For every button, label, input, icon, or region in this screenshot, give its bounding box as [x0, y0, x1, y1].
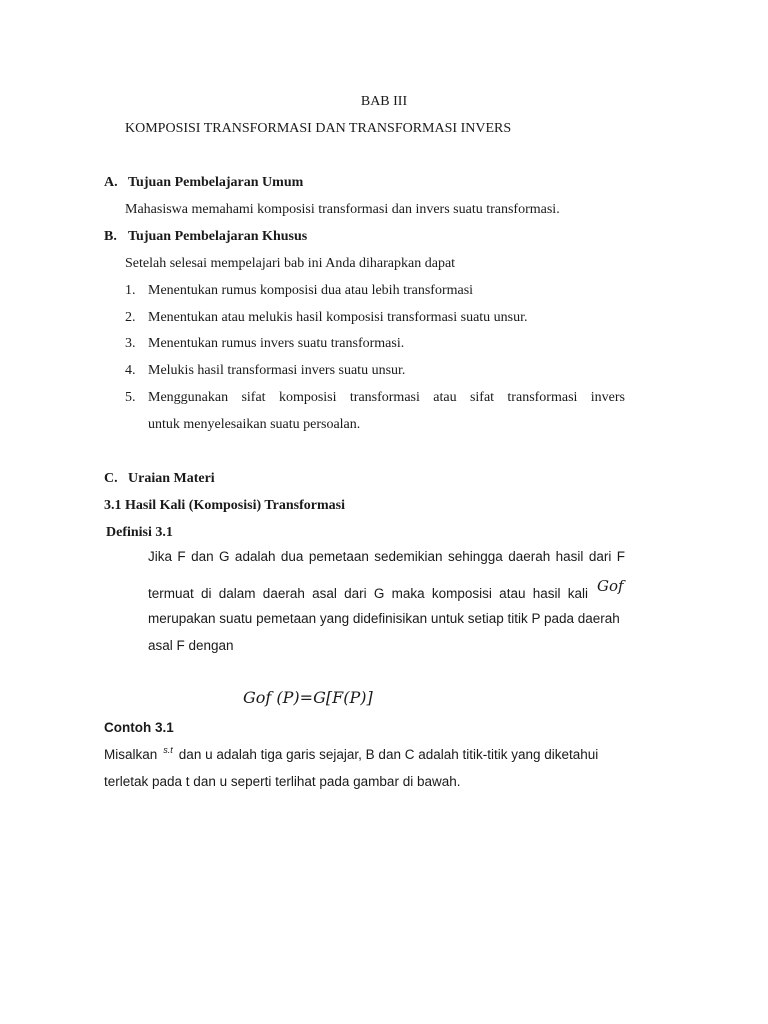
section-b-intro: Setelah selesai mempelajari bab ini Anda diharapkan dapat [125, 256, 456, 271]
list-item: Menggunakan sifat komposisi transformasi atau sifat transformasi invers [148, 390, 625, 405]
list-item: Menentukan rumus komposisi dua atau lebih transformasi [148, 283, 474, 298]
definition-line-2: termuat di dalam daerah asal dari G maka komposisi atau hasil kali [148, 586, 588, 601]
definition-title: Definisi 3.1 [106, 525, 173, 540]
definition-line-4: asal F dengan [148, 638, 234, 653]
list-item-continuation: untuk menyelesaikan suatu persoalan. [148, 417, 361, 432]
list-item: Melukis hasil transformasi invers suatu unsur. [148, 363, 406, 378]
list-item: Menentukan rumus invers suatu transformasi. [148, 336, 405, 351]
section-b-marker: B. [104, 229, 117, 244]
list-item-number: 5. [125, 390, 136, 405]
list-item-number: 4. [125, 363, 136, 378]
definition-line-1: Jika F dan G adalah dua pemetaan sedemikian sehingga daerah hasil dari F [148, 549, 625, 564]
section-a-heading: Tujuan Pembelajaran Umum [128, 175, 304, 190]
chapter-title: KOMPOSISI TRANSFORMASI DAN TRANSFORMASI INVERS [125, 121, 512, 136]
section-c-heading: Uraian Materi [128, 471, 215, 486]
definition-line-3: merupakan suatu pemetaan yang didefinisikan untuk setiap titik P pada daerah [148, 611, 620, 626]
list-item: Menentukan atau melukis hasil komposisi transformasi suatu unsur. [148, 310, 528, 325]
example-line-1 [104, 746, 598, 765]
section-b-heading: Tujuan Pembelajaran Khusus [128, 229, 308, 244]
math-gof: Gof [597, 577, 624, 595]
section-c-marker: C. [104, 471, 118, 486]
example-line-2: terletak pada t dan u seperti terlihat pada gambar di bawah. [104, 774, 461, 789]
chapter-label: BAB III [360, 94, 408, 109]
composition-formula: Gof (P)=G[F(P)] [243, 688, 373, 707]
example-line-1-post: dan u adalah tiga garis sejajar, B dan C adalah titik-titik yang diketahui [178, 747, 599, 762]
list-item-number: 2. [125, 310, 136, 325]
example-title: Contoh 3.1 [104, 720, 174, 735]
list-item-number: 3. [125, 336, 136, 351]
list-item-number: 1. [125, 283, 136, 298]
section-a-marker: A. [104, 175, 118, 190]
subsection-heading: 3.1 Hasil Kali (Komposisi) Transformasi [104, 498, 345, 513]
math-superscript: s.t [163, 745, 173, 755]
example-line-1-pre: Misalkan [104, 747, 158, 762]
section-a-text: Mahasiswa memahami komposisi transformasi dan invers suatu transformasi. [125, 202, 560, 217]
